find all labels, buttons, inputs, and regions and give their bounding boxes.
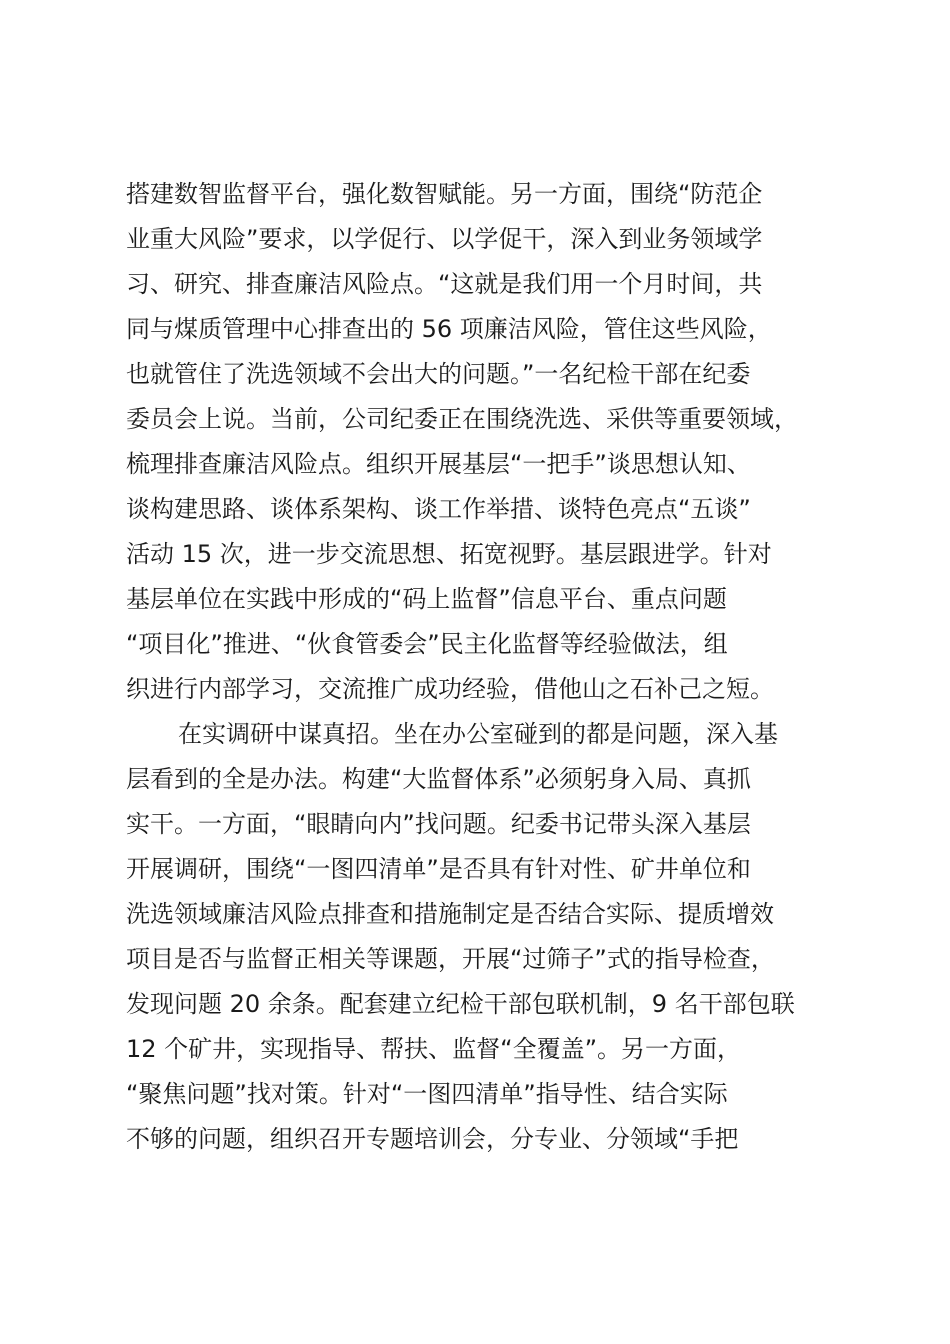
- text-line: 12 个矿井，实现指导、帮扶、监督“全覆盖”。另一方面，: [126, 1035, 742, 1063]
- text-line: 发现问题 20 余条。配套建立纪检干部包联机制，9 名干部包联: [126, 990, 795, 1018]
- text-line: 在实调研中谋真招。坐在办公室碰到的都是问题，深入基: [178, 720, 778, 748]
- text-line: 梳理排查廉洁风险点。组织开展基层“一把手”谈思想认知、: [126, 450, 751, 478]
- text-line: 活动 15 次，进一步交流思想、拓宽视野。基层跟进学。针对: [126, 540, 772, 568]
- text-line: 洗选领域廉洁风险点排查和措施制定是否结合实际、提质增效: [126, 900, 774, 928]
- text-line: 层看到的全是办法。构建“大监督体系”必须躬身入局、真抓: [126, 765, 751, 793]
- text-line: 业重大风险”要求，以学促行、以学促干，深入到业务领域学: [126, 225, 763, 253]
- text-line: 也就管住了洗选领域不会出大的问题。”一名纪检干部在纪委: [126, 360, 751, 388]
- text-line: 同与煤质管理中心排查出的 56 项廉洁风险，管住这些风险，: [126, 315, 772, 343]
- body-text: [126, 172, 846, 1162]
- text-line: “聚焦问题”找对策。针对“一图四清单”指导性、结合实际: [126, 1080, 728, 1108]
- text-line: 项目是否与监督正相关等课题，开展“过筛子”式的指导检查，: [126, 945, 775, 973]
- text-line: 基层单位在实践中形成的“码上监督”信息平台、重点问题: [126, 585, 727, 613]
- text-line: “项目化”推进、“伙食管委会”民主化监督等经验做法，组: [126, 630, 728, 658]
- paragraph-2: [126, 712, 846, 1162]
- text-line: 开展调研，围绕“一图四清单”是否具有针对性、矿井单位和: [126, 855, 751, 883]
- text-line: 谈构建思路、谈体系架构、谈工作举措、谈特色亮点“五谈”: [126, 495, 751, 523]
- text-line: 习、研究、排查廉洁风险点。“这就是我们用一个月时间，共: [126, 270, 763, 298]
- text-line: 委员会上说。当前，公司纪委正在围绕洗选、采供等重要领域，: [126, 405, 798, 433]
- text-line: 织进行内部学习，交流推广成功经验，借他山之石补己之短。: [126, 675, 774, 703]
- text-line: 实干。一方面，“眼睛向内”找问题。纪委书记带头深入基层: [126, 810, 751, 838]
- text-line: 不够的问题，组织召开专题培训会，分专业、分领域“手把: [126, 1125, 739, 1153]
- paragraph-1: [126, 172, 846, 712]
- text-line: 搭建数智监督平台，强化数智赋能。另一方面，围绕“防范企: [126, 180, 763, 208]
